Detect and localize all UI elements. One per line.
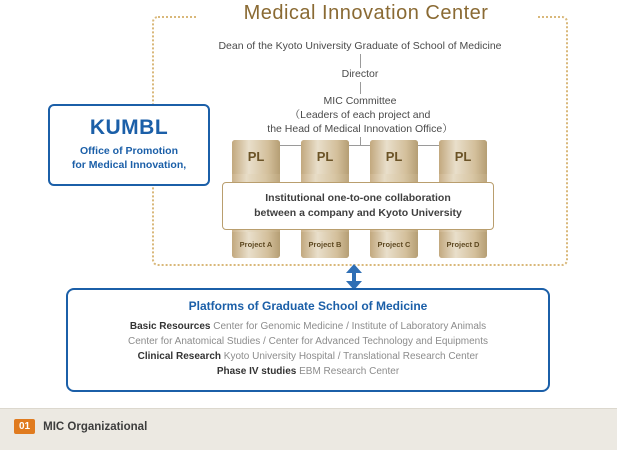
platforms-row-2: [68, 334, 548, 349]
institutional-line-2: between a company and Kyoto University: [254, 207, 462, 219]
kumbl-title: KUMBL: [89, 116, 169, 139]
committee-line-2: （Leaders of each project and: [289, 109, 431, 121]
connector-dean-director: [360, 54, 361, 68]
kumbl-box: [48, 104, 210, 186]
platforms-row-1: [68, 319, 548, 334]
platforms-row-2-text: Center for Anatomical Studies / Center for Advanced Technology and Equipments: [127, 336, 489, 347]
platforms-row-4-text: EBM Research Center: [299, 366, 400, 377]
pillar-1-label: PL: [232, 140, 280, 174]
institutional-collaboration-box: [222, 182, 494, 230]
institutional-line-1: Institutional one-to-one collaboration: [265, 192, 451, 204]
pillar-3-project: Project C: [370, 232, 418, 258]
pillar-2-project: Project B: [301, 232, 349, 258]
dean-label: Dean of the Kyoto University Graduate of School of Medicine: [218, 40, 502, 52]
kumbl-subtitle-line-1: Office of Promotion: [80, 145, 178, 157]
pillar-4-label: PL: [439, 140, 487, 174]
caption-content: [14, 419, 147, 434]
platforms-row-4-lead: Phase IV studies: [216, 366, 297, 377]
pillar-3-label: PL: [370, 140, 418, 174]
caption-text: MIC Organizational: [43, 420, 148, 433]
committee-line-1: MIC Committee: [323, 95, 397, 107]
platforms-row-4: [68, 364, 548, 379]
platforms-row-1-lead: Basic Resources: [129, 321, 211, 332]
pillar-1-project: Project A: [232, 232, 280, 258]
connector-director-committee: [360, 82, 361, 94]
kumbl-subtitle-line-2: for Medical Innovation,: [71, 159, 187, 171]
director-label: Director: [341, 68, 379, 80]
pillar-2-label: PL: [301, 140, 349, 174]
caption-bar: [0, 408, 617, 450]
platforms-title: Platforms of Graduate School of Medicine: [188, 299, 428, 313]
platforms-row-1-text: Center for Genomic Medicine / Institute of Laboratory Animals: [213, 321, 487, 332]
caption-number-badge: 01: [14, 419, 35, 434]
platforms-row-3-text: Kyoto University Hospital / Translational Research Center: [223, 351, 479, 362]
platforms-box: [66, 288, 550, 392]
double-arrow-icon: [344, 264, 364, 290]
pillar-4-project: Project D: [439, 232, 487, 258]
mic-committee-block: [190, 94, 530, 136]
mic-title: Medical Innovation Center: [196, 2, 536, 25]
committee-line-3: the Head of Medical Innovation Office）: [267, 123, 453, 135]
platforms-row-3: [68, 349, 548, 364]
platforms-row-3-lead: Clinical Research: [137, 351, 222, 362]
kumbl-subtitle: [50, 144, 208, 172]
